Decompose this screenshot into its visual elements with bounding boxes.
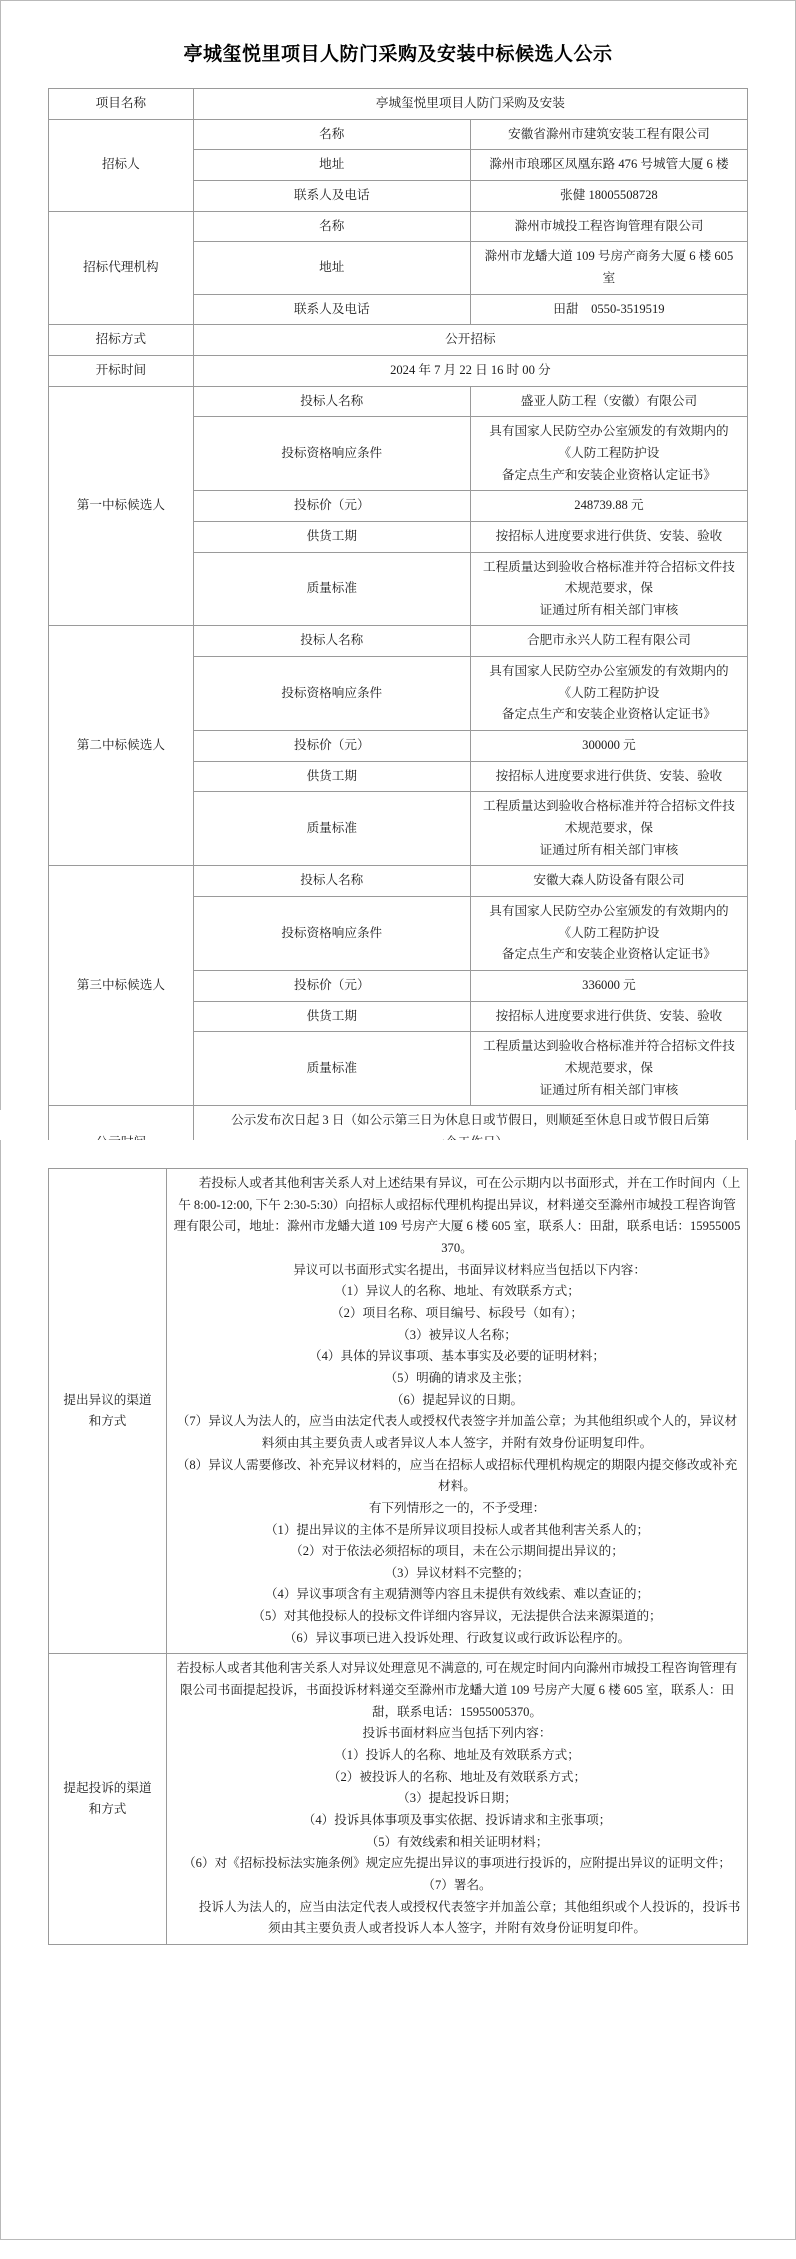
notice-time-line-1: 公示发布次日起 3 日（如公示第三日为休息日或节假日，则顺延至休息日或节假日后第 [231,1113,710,1128]
agency-label: 招标代理机构 [49,211,194,325]
table-row [49,325,748,356]
tenderer-name-value: 安徽省滁州市建筑安装工程有限公司 [470,119,747,150]
objection-reject-item: （2）对于依法必须招标的项目，未在公示期间提出异议的； [290,1544,624,1559]
bid-method-value: 公开招标 [193,325,747,356]
objection-item: （3）被异议人名称； [397,1327,517,1342]
objection-reject-item: （1）提出异议的主体不是所异议项目投标人或者其他利害关系人的； [264,1522,650,1537]
complaint-item: （6）对《招标投标法实施条例》规定应先提出异议的事项进行投诉的，应附提出异议的证明文件； [183,1856,731,1871]
complaint-label-line-1: 提起投诉的渠道 [63,1780,152,1795]
quality-standard-label: 质量标准 [193,792,470,866]
complaint-paragraph-1: 若投标人或者其他利害关系人对异议处理意见不满意的, 可在规定时间内向滁州市城投工程咨询管理有限公司书面提起投诉，书面投诉材料递交至滁州市龙蟠大道 109 号房产大厦 6 楼 605 室，联系人：田甜，联系电话：15955005370。 [176,1661,738,1719]
complaint-label [49,1654,167,1945]
candidate-3-bidder-name: 安徽大森人防设备有限公司 [470,866,747,897]
agency-name-label: 名称 [193,211,470,242]
candidate-1-quality-standard [470,552,747,626]
complaint-paragraph-2: 投诉书面材料应当包括下列内容： [362,1726,552,1741]
qualification-line-2: 备定点生产和安装企业资格认定证书》 [501,707,716,722]
objection-label-line-1: 提出异议的渠道 [63,1392,152,1407]
objection-reject-item: （4）异议事项含有主观猜测等内容且未提供有效线索、难以查证的； [264,1587,650,1602]
objection-item: （1）异议人的名称、地址、有效联系方式； [334,1284,580,1299]
objection-item: （6）提起异议的日期。 [390,1392,524,1407]
objection-paragraph-1: 若投标人或者其他利害关系人对上述结果有异议，可在公示期内以书面形式，并在工作时间内（上午 8:00-12:00, 下午 2:30-5:30）向招标人或招标代理机构提出异议，材料递交至滁州市城投工程咨询管理有限公司，地址：滁州市龙蟠大道 109 号房产大厦 6 楼 605 室，联系人：田甜，联系电话：15955005370。 [173,1176,741,1255]
tenderer-address-label: 地址 [193,150,470,181]
candidate-1-delivery-period: 按招标人进度要求进行供货、安装、验收 [470,521,747,552]
candidate-2-delivery-period: 按招标人进度要求进行供货、安装、验收 [470,761,747,792]
project-name-label: 项目名称 [49,89,194,120]
complaint-item: （4）投诉具体事项及事实依据、投诉请求和主张事项； [302,1813,612,1828]
table-row [49,211,748,242]
objection-item: （7）异议人为法人的，应当由法定代表人或授权代表签字并加盖公章；为其他组织或个人的，异议材料须由其主要负责人或者异议人本人签字，并附有效身份证明复印件。 [176,1414,738,1450]
candidate-3-rank-label: 第三中标候选人 [49,866,194,1106]
objection-item: （2）项目名称、项目编号、标段号（如有）； [331,1305,583,1320]
candidate-2-bid-price: 300000 元 [470,731,747,762]
complaint-paragraph-3: 投诉人为法人的，应当由法定代表人或授权代表签字并加盖公章；其他组织或个人投诉的，投诉书须由其主要负责人或者投诉人本人签字，并附有效身份证明复印件。 [198,1899,741,1936]
open-time-label: 开标时间 [49,355,194,386]
bid-result-table [48,88,748,1211]
objection-paragraph-2: 异议可以书面形式实名提出，书面异议材料应当包括以下内容： [293,1262,646,1277]
quality-line-2: 证通过所有相关部门审核 [539,1082,679,1097]
complaint-content [167,1654,748,1945]
objection-reject-item: （3）异议材料不完整的； [384,1565,530,1580]
candidate-1-bid-price: 248739.88 元 [470,491,747,522]
agency-contact-label: 联系人及电话 [193,294,470,325]
agency-contact-value: 田甜 0550-3519519 [470,294,747,325]
bidder-name-label: 投标人名称 [193,866,470,897]
objection-item: （8）异议人需要修改、补充异议材料的，应当在招标人或招标代理机构规定的期限内提交修改或补充材料。 [176,1457,738,1494]
objection-label-line-2: 和方式 [88,1414,127,1429]
table-row [49,866,748,897]
bid-method-label: 招标方式 [49,325,194,356]
open-time-value: 2024 年 7 月 22 日 16 时 00 分 [193,355,747,386]
delivery-period-label: 供货工期 [193,761,470,792]
objection-reject-item: （5）对其他投标人的投标文件详细内容异议，无法提供合法来源渠道的； [252,1609,662,1624]
tenderer-address-value: 滁州市琅琊区凤凰东路 476 号城管大厦 6 楼 [470,150,747,181]
qualification-line-1: 具有国家人民防空办公室颁发的有效期内的《人防工程防护设 [489,664,729,700]
table-row [49,1169,748,1654]
bidder-name-label: 投标人名称 [193,626,470,657]
table-row [49,386,748,417]
bid-price-label: 投标价（元） [193,491,470,522]
complaint-item: （2）被投诉人的名称、地址及有效联系方式； [327,1769,587,1784]
candidate-2-bidder-name: 合肥市永兴人防工程有限公司 [470,626,747,657]
objection-item: （5）明确的请求及主张； [384,1370,530,1385]
qualification-line-2: 备定点生产和安装企业资格认定证书》 [501,467,716,482]
candidate-3-bid-price: 336000 元 [470,971,747,1002]
qualification-label: 投标资格响应条件 [193,417,470,491]
table-row [49,119,748,150]
complaint-item: （1）投诉人的名称、地址及有效联系方式； [334,1748,580,1763]
agency-name-value: 滁州市城投工程咨询管理有限公司 [470,211,747,242]
bidder-name-label: 投标人名称 [193,386,470,417]
candidate-3-delivery-period: 按招标人进度要求进行供货、安装、验收 [470,1001,747,1032]
objection-content [167,1169,748,1654]
quality-line-1: 工程质量达到验收合格标准并符合招标文件技术规范要求，保 [482,1039,735,1075]
tenderer-contact-value: 张健 18005508728 [470,180,747,211]
candidate-1-bidder-name: 盛亚人防工程（安徽）有限公司 [470,386,747,417]
page-title: 亭城玺悦里项目人防门采购及安装中标候选人公示 [183,44,613,65]
notice-page-two [0,1140,796,2240]
delivery-period-label: 供货工期 [193,521,470,552]
objection-label [49,1169,167,1654]
qualification-label: 投标资格响应条件 [193,897,470,971]
table-row [49,89,748,120]
quality-line-1: 工程质量达到验收合格标准并符合招标文件技术规范要求，保 [482,559,735,596]
qualification-line-1: 具有国家人民防空办公室颁发的有效期内的《人防工程防护设 [489,424,729,460]
table-row [49,626,748,657]
agency-address-label: 地址 [193,242,470,294]
candidate-3-qualification [470,897,747,971]
objection-item: （4）具体的异议事项、基本事实及必要的证明材料； [309,1349,605,1364]
bid-price-label: 投标价（元） [193,971,470,1002]
complaint-item: （7）署名。 [422,1878,492,1892]
candidate-1-qualification [470,417,747,491]
quality-line-2: 证通过所有相关部门审核 [539,602,679,617]
candidate-2-quality-standard [470,792,747,866]
complaint-item: （3）提起投诉日期； [397,1791,517,1806]
bid-price-label: 投标价（元） [193,731,470,762]
tenderer-label: 招标人 [49,119,194,211]
project-name-value: 亭城玺悦里项目人防门采购及安装 [193,89,747,120]
candidate-2-qualification [470,657,747,731]
notice-page-one [0,0,796,1128]
complaint-item: （5）有效线索和相关证明材料； [365,1834,549,1849]
qualification-line-2: 备定点生产和安装企业资格认定证书》 [501,947,716,962]
qualification-label: 投标资格响应条件 [193,657,470,731]
candidate-1-rank-label: 第一中标候选人 [49,386,194,626]
objection-paragraph-3: 有下列情形之一的，不予受理： [368,1500,546,1515]
quality-standard-label: 质量标准 [193,1032,470,1106]
quality-line-2: 证通过所有相关部门审核 [539,842,679,857]
candidate-3-quality-standard [470,1032,747,1106]
agency-address-value: 滁州市龙蟠大道 109 号房产商务大厦 6 楼 605 室 [470,242,747,294]
table-row [49,1654,748,1945]
candidate-2-rank-label: 第二中标候选人 [49,626,194,866]
delivery-period-label: 供货工期 [193,1001,470,1032]
quality-line-1: 工程质量达到验收合格标准并符合招标文件技术规范要求，保 [482,799,735,836]
qualification-line-1: 具有国家人民防空办公室颁发的有效期内的《人防工程防护设 [489,904,729,940]
complaint-label-line-2: 和方式 [88,1802,127,1817]
objection-reject-item: （6）异议事项已进入投诉处理、行政复议或行政诉讼程序的。 [283,1630,631,1645]
tenderer-contact-label: 联系人及电话 [193,180,470,211]
quality-standard-label: 质量标准 [193,552,470,626]
table-row [49,355,748,386]
tenderer-name-label: 名称 [193,119,470,150]
objection-complaint-table [48,1168,748,1945]
